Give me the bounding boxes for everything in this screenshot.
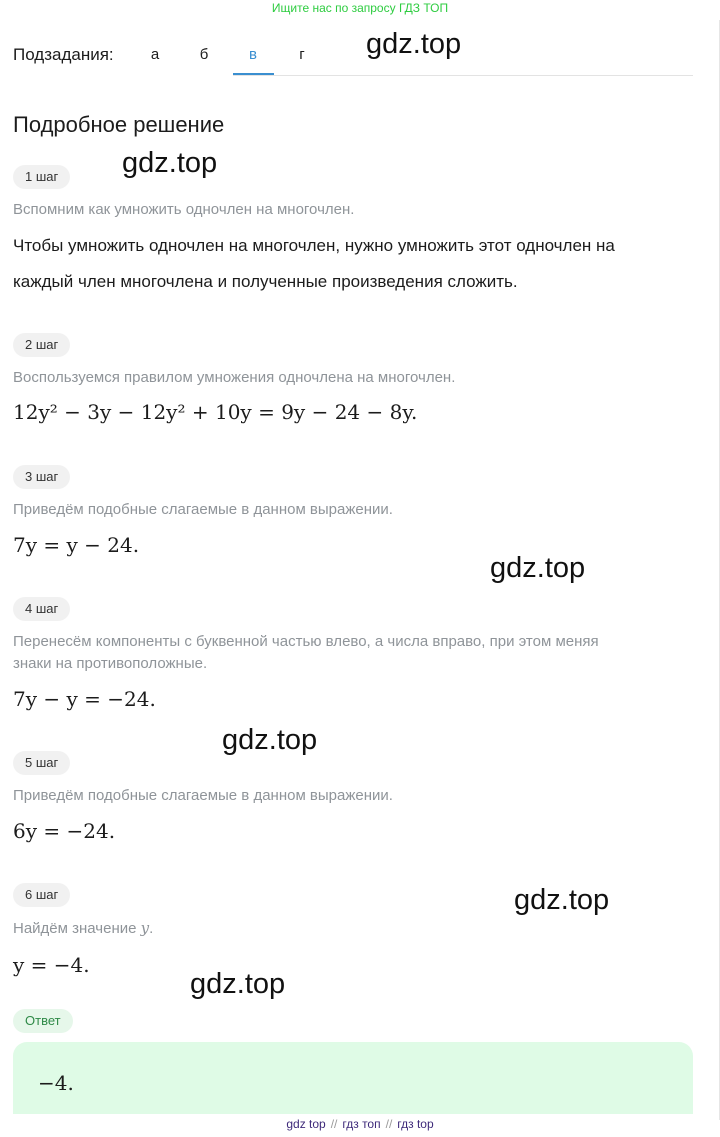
tabs-divider: [233, 75, 693, 76]
search-banner[interactable]: Ищите нас по запросу ГДЗ ТОП: [271, 1, 449, 15]
hint-text: .: [149, 920, 154, 937]
step-hint: [13, 917, 673, 940]
step-badge: 5 шаг: [13, 751, 70, 775]
watermark: gdz.top: [122, 147, 218, 179]
step-text: Чтобы умножить одночлен на многочлен, нужно умножить этот одночлен на: [13, 236, 615, 255]
watermark: gdz.top: [190, 968, 286, 1000]
footer-link[interactable]: гдз топ: [342, 1117, 381, 1131]
step-formula: y = −4.: [13, 953, 90, 977]
step-badge: 1 шаг: [13, 165, 70, 189]
step-badge: 3 шаг: [13, 465, 70, 489]
watermark: gdz.top: [490, 552, 586, 584]
step-hint: Приведём подобные слагаемые в данном выражении.: [13, 501, 393, 518]
step-badge: 6 шаг: [13, 883, 70, 907]
hint-text: Найдём значение: [13, 920, 141, 937]
step-hint: Воспользуемся правилом умножения одночлена на многочлен.: [13, 369, 456, 386]
step-text: каждый член многочлена и полученные произведения сложить.: [13, 272, 518, 291]
step-formula: 12y² − 3y − 12y² + 10y = 9y − 24 − 8y.: [13, 400, 418, 424]
answer-value: −4.: [38, 1071, 74, 1095]
answer-badge: Ответ: [13, 1009, 73, 1033]
footer-link[interactable]: гдз top: [397, 1117, 434, 1131]
tab-b[interactable]: б: [199, 46, 209, 63]
watermark: gdz.top: [366, 28, 462, 60]
step-badge: 2 шаг: [13, 333, 70, 357]
watermark: gdz.top: [222, 724, 318, 756]
section-title: Подробное решение: [13, 112, 225, 137]
footer-separator: //: [330, 1117, 338, 1131]
step-hint: Вспомним как умножить одночлен на многочлен.: [13, 201, 355, 218]
step-hint: знаки на противоположные.: [13, 655, 208, 672]
tab-g[interactable]: г: [299, 46, 305, 63]
hint-variable: y: [140, 919, 150, 937]
step-formula: 6y = −24.: [13, 819, 116, 843]
tab-v[interactable]: в: [249, 46, 257, 63]
subtasks-label: Подзадания:: [13, 45, 114, 64]
answer-box: [13, 1042, 693, 1114]
step-hint: Перенесём компоненты с буквенной частью влево, а числа вправо, при этом меняя: [13, 633, 599, 650]
footer-links: [0, 1117, 720, 1131]
step-formula: 7y = y − 24.: [13, 533, 140, 557]
watermark: gdz.top: [514, 884, 610, 916]
footer-separator: //: [385, 1117, 393, 1131]
step-hint: Приведём подобные слагаемые в данном выражении.: [13, 787, 393, 804]
tab-a[interactable]: а: [150, 46, 160, 63]
footer-link[interactable]: gdz top: [286, 1117, 326, 1131]
step-formula: 7y − y = −24.: [13, 687, 156, 711]
step-badge: 4 шаг: [13, 597, 70, 621]
active-tab-indicator: [233, 73, 274, 75]
